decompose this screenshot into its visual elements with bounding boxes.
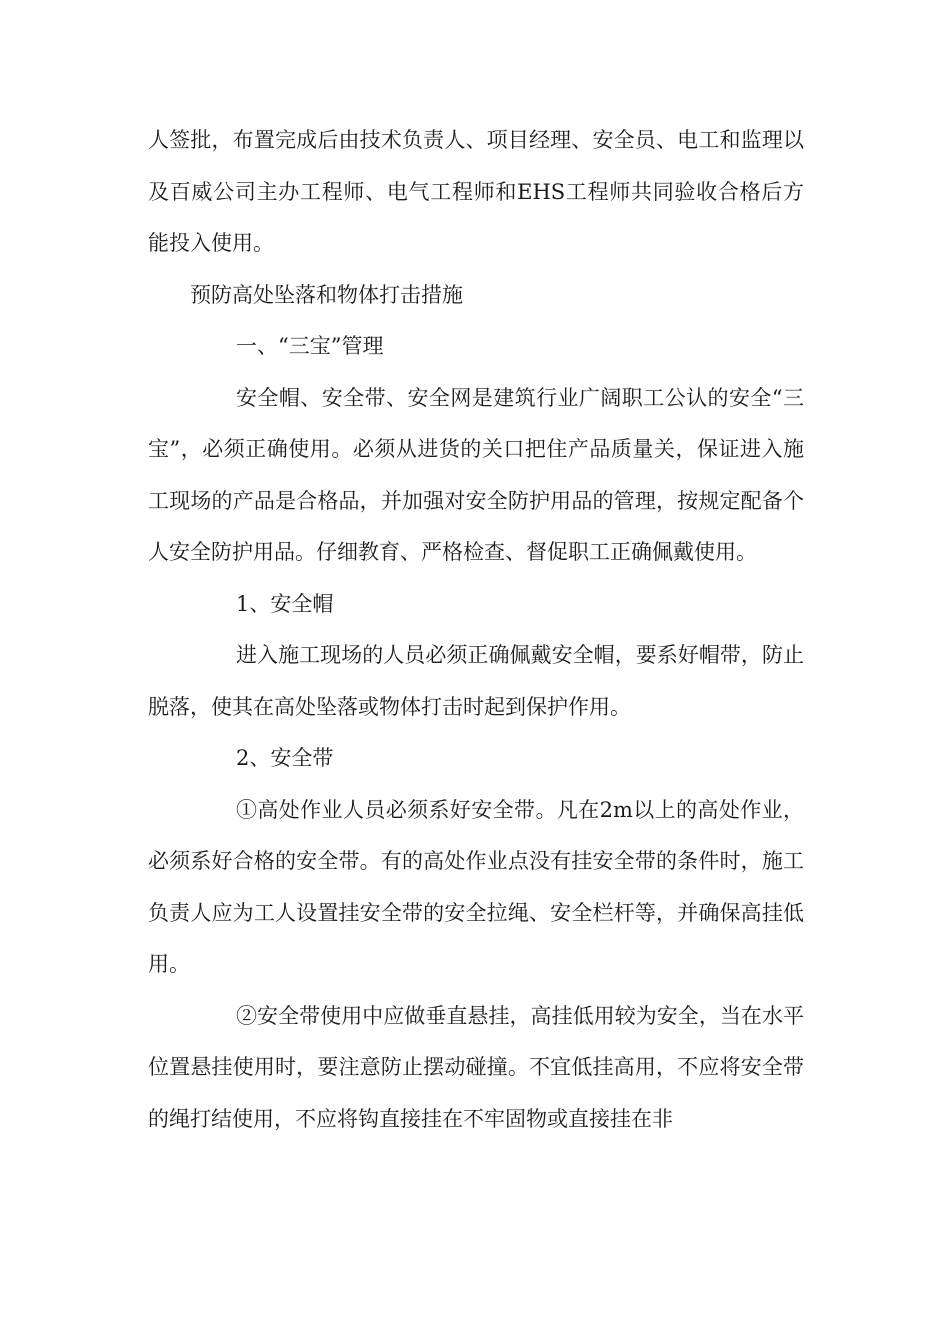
- section-title: 预防高处坠落和物体打击措施: [190, 282, 463, 307]
- paragraph-continuation: 人签批，布置完成后由技术负责人、项目经理、安全员、电工和监理以及百威公司主办工程师、电气工程师和EHS工程师共同验收合格后方能投入使用。: [148, 128, 804, 255]
- paragraph-belt-2: ②安全带使用中应做垂直悬挂，高挂低用较为安全，当在水平位置悬挂使用时，要注意防止摆动碰撞。不宜低挂高用，不应将安全带的绳打结使用，不应将钩直接挂在不牢固物或直接挂在非: [148, 1003, 804, 1131]
- document-body: [148, 115, 804, 1145]
- item-heading-helmet: 1、安全帽: [236, 591, 334, 616]
- paragraph-three-treasures: 安全帽、安全带、安全网是建筑行业广阔职工公认的安全“三宝”，必须正确使用。必须从进货的关口把住产品质量关，保证进入施工现场的产品是合格品，并加强对安全防护用品的管理，按规定配备个人安全防护用品。仔细教育、严格检查、督促职工正确佩戴使用。: [148, 385, 804, 564]
- subsection-heading: 一、“三宝”管理: [236, 334, 384, 358]
- item-heading-belt: 2、安全带: [236, 746, 334, 770]
- paragraph-helmet: 进入施工现场的人员必须正确佩戴安全帽，要系好帽带，防止脱落，使其在高处坠落或物体打击时起到保护作用。: [148, 643, 804, 719]
- paragraph-belt-1: ①高处作业人员必须系好安全带。凡在2m以上的高处作业，必须系好合格的安全带。有的高处作业点没有挂安全带的条件时，施工负责人应为工人设置挂安全带的安全拉绳、安全栏杆等，并确保高挂低用。: [148, 797, 804, 976]
